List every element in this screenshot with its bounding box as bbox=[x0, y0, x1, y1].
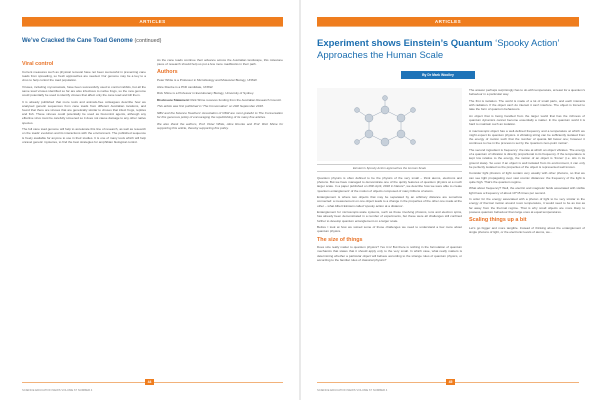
left-column-2 bbox=[157, 58, 283, 132]
disclosure-label: Disclosure Statement: bbox=[157, 97, 190, 102]
paragraph: It is already published that more tools and animals-free colleagues describe how we analysed genetic sequences from cane toads from different Australian locations, and found that there are viruses that are genetically similar to viruses that infect frogs, reptiles and fish. These viruses could potentially be used as biocontrol agents, although any effective virus must be carefully screened so it does not cause damage to any other native species. bbox=[22, 99, 146, 125]
author-entry: Rick Shine is a Professor in Evolutionary Biology, University of Sydney. bbox=[157, 91, 255, 96]
paragraph: Entanglement is where two objects that may be separated by an arbitrary distance are somehow connected: a measurement on one object leads to a change in the properties of the other one made at the other – what Albert Einstein called 'spooky action at a distance'. bbox=[317, 195, 462, 208]
left-column-1 bbox=[22, 58, 146, 146]
title-light: ‘Spooky Action’ bbox=[495, 38, 560, 49]
author-entry: Peter White is a Professor in Microbiology and Molecular Biology, UNSW. bbox=[157, 77, 258, 82]
paragraph: In order for the energy associated with a photon of light to be very similar to the energy of thermal motion around room temperature, it would need to be as low as far away from the thermal regime. That is why small objects are more likely to possess quantum behaviour than large ones at equal temperatures. bbox=[469, 197, 585, 214]
header-rule bbox=[22, 26, 283, 27]
paragraph: The second ingredient is frequency: the rate at which an object vibrates. The energy of a quantum of vibration is directly proportional to its frequency. If the temperature is kept low relative to the energy, the motion of an object is 'frozen' (i.e. sits in its ground state). So even if an object is well isolated from its environment, it can only be perfectly isolated so the properties of the object is represented well known. bbox=[469, 148, 585, 169]
paragraph: The first is isolation. The world is made of a lot of small parts, and each interacts with radiation. If the object can't do interact it can't interfere. The object is forced to take the form of quantum behaviours. bbox=[469, 98, 585, 112]
footer-text: SCIENCE EDUCATION NEWS VOLUME 67 NUMBER 4 bbox=[22, 388, 93, 392]
disclosure-statement bbox=[157, 98, 283, 102]
left-page bbox=[0, 0, 299, 400]
paragraph: An object that is being handled from the larger world that has the richness of quantum dynamics cannot become essentially a matter. In the quantum world it is hard to maintain such an isolation. bbox=[469, 113, 585, 127]
heading-text: We’ve Cracked the Cane Toad Genome bbox=[22, 38, 133, 44]
paragraph: Before I look at how we solved some of those challenges we need to understand a few more about quantum physics. bbox=[317, 225, 462, 234]
publication-note: SBN and the Science Teachers' Association of NSW are most grateful to The Conversation for this generous policy of encouraging the republishing of its many fine articles. bbox=[157, 110, 283, 120]
section-heading: The size of things bbox=[317, 236, 363, 243]
continued-article-heading bbox=[22, 38, 161, 44]
section-heading: Viral control bbox=[22, 61, 54, 67]
paragraph: Viruses, including myxomatosis, have been successfully used to control rabbits, but all the same toad viruses identified so far are also infectious to native frogs, so the new genome could potentially be used to identify viruses that affect only the cane toad and kill them. bbox=[22, 84, 146, 97]
paragraph: Current measures such as physical removal have not been successful in preventing cane toads from spreading, so fresh approaches are needed. Our genome may be a key to a virus to help control the toad population. bbox=[22, 69, 146, 82]
page-number: 44 bbox=[145, 379, 154, 385]
paragraph: A macroscopic object has a well-defined frequency and a temperature at which we might expect its quantum physics. A vibrating string can be sufficiently isolated from the energy of motion such that the number of quanta fall below one; however it continues to rise in the process is set by the 'quantum zero-point motion'. bbox=[469, 128, 585, 146]
author-byline: By Dr Mark Woolley bbox=[401, 71, 475, 79]
article-subtitle: Approaches the Human Scale bbox=[317, 50, 444, 61]
continued-label: (continued) bbox=[134, 38, 162, 44]
page-number: 45 bbox=[446, 379, 455, 385]
footer-text: SCIENCE EDUCATION NEWS VOLUME 67 NUMBER 4 bbox=[317, 388, 388, 392]
article-image bbox=[317, 88, 462, 161]
image-caption: Einstein's Spooky Action approaches the Human Scale bbox=[317, 164, 462, 172]
right-column-1 bbox=[317, 176, 462, 264]
paragraph: The full cane toad genome will help to accelerate this line of research, as well as research on the toads' evolution and its interactions with the environment. The published sequence is freely available for anyone to use in their studies. It is one of many tools which will help unravel genetic mysteries, to find the best strategies for amphibian biological control. bbox=[22, 127, 146, 144]
publication-note: We also thank the authors, Prof. Peter White, Alice Rourke and Prof. Rick Shine for supporting this article, thereby supporting this policy. bbox=[157, 121, 283, 130]
paragraph: As the cane toads continue their advance across the Australian landscape, this milestone piece of research should help us put a few more roadblocks in their path. bbox=[157, 58, 283, 67]
paragraph: Entanglement for microscopic-scale systems, such as those involving photons, ions and electron spins, has already been demonstrated in a number of experiments, but these were all challenges still confined further to develop quantum entanglement on a larger scale. bbox=[317, 210, 462, 223]
publication-note: This article was first published in 'The Conversation' on 20th September 2018. bbox=[157, 104, 264, 109]
header-rule bbox=[317, 26, 579, 27]
paragraph: Quantum physics is often defined to be the physics of the very small – think atoms, electrons and photons. But we have managed to demonstrate one of the quirky features of quantum physics at a much larger scale. In a paper published on 26th April, 2018 in Nature*, we describe how we were able to create 'quantum entanglement' of the motion of objects composed of many billions of atoms. bbox=[317, 176, 462, 193]
author-entry: Alice Rourke is a PhD candidate, UNSW. bbox=[157, 84, 214, 89]
disclosure-text: Rick Shine receives funding from the Australian Research Council. bbox=[190, 97, 282, 102]
section-tab: ARTICLES bbox=[317, 17, 579, 26]
paragraph: What about frequency? Well, the electric and magnetic fields associated with visible light have a frequency of about 10^15 times per second. bbox=[469, 186, 585, 195]
section-tab: ARTICLES bbox=[22, 17, 283, 26]
paragraph: Consider light photons of light contain very weakly with other photons, so that we can see light propagating over vast cosmic distances: the frequency of the light is quite high. That's the quantum regime. bbox=[469, 171, 585, 184]
right-page bbox=[301, 0, 600, 400]
section-heading: Scaling things up a bit bbox=[469, 217, 527, 224]
molecule-graphic bbox=[317, 88, 462, 161]
title-bold: Experiment shows Einstein’s Quantum bbox=[317, 38, 493, 49]
authors-heading: Authors bbox=[157, 69, 178, 76]
paragraph: Does size really matter to quantum physics? Yes it is! But there is nothing in the formulation of quantum mechanics that states that it should apply only to the very small. In which case, what really matters is determining whether a particular object will behave according to the strange rules of quantum physics, or according to the familiar rules of classical physics? bbox=[317, 245, 462, 262]
paragraph: Let's go bigger and more tangible. Instead of thinking about the entanglement of single photons of light, or the electronic levels of atoms, we... bbox=[469, 225, 585, 234]
paragraph: The answer perhaps surprisingly has to do with temperature, at least for a quantum's behaviour in a particular way. bbox=[469, 88, 585, 97]
article-title bbox=[317, 38, 587, 50]
right-column-2 bbox=[469, 88, 585, 236]
